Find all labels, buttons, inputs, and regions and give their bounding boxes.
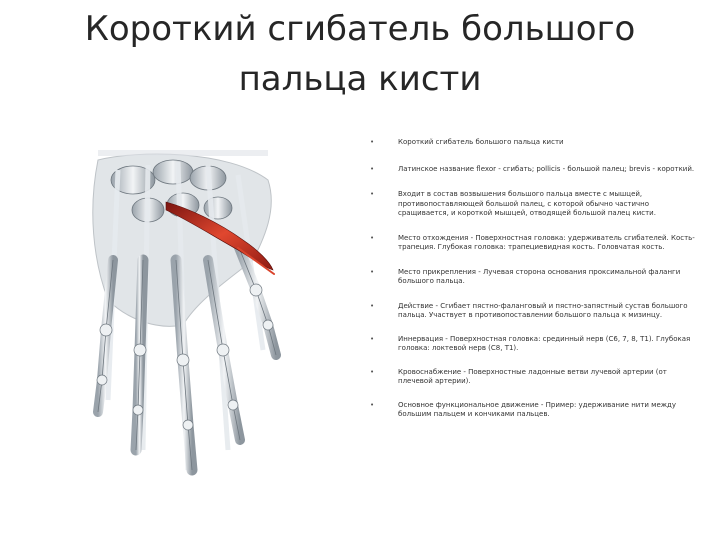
- list-item: • Входит в состав возвышения большого пальца вместе с мышцей, противопоставляющей большой палец, с которой обычно частично сращивается, и короткой мышцей, отводящей большой палец кисти.: [370, 190, 656, 217]
- bullet-icon: •: [370, 138, 375, 146]
- list-item: • Короткий сгибатель большого пальца кисти: [370, 138, 564, 146]
- list-item: • Место отхождения - Поверхностная головка: удерживатель сгибателей. Кость-трапеция. Глубокая головка: трапециевидная кость. Головчатая кость.: [370, 233, 695, 251]
- slide-title: Короткий сгибатель большого пальца кисти: [84, 9, 636, 99]
- list-item: • Иннервация - Поверхностная головка: срединный нерв (C6, 7, 8, T1). Глубокая головка: локтевой нерв (C8, T1).: [370, 334, 691, 352]
- bullet-icon: •: [370, 233, 375, 242]
- bullet-icon: •: [370, 334, 375, 343]
- bullet-icon: •: [370, 190, 375, 198]
- bullet-icon: •: [370, 400, 375, 409]
- bullet-icon: •: [370, 367, 375, 376]
- bullet-icon: •: [370, 267, 375, 276]
- list-item: • Место прикрепления - Лучевая сторона основания проксимальной фаланги большого пальца.: [370, 267, 681, 285]
- list-item: • Действие - Сгибает пястно-фаланговый и пястно-запястный сустав большого пальца. Участвует в противопоставлении большого пальца к мизинцу.: [370, 301, 688, 319]
- list-item: • Кровоснабжение - Поверхностные ладонные ветви лучевой артерии (от плечевой артерии).: [370, 367, 667, 385]
- hand-anatomy-figure: [78, 150, 288, 505]
- bullet-list: [370, 138, 700, 420]
- list-item: • Основное функциональное движение - Пример: удерживание нити между большим пальцем и кончиками пальцев.: [370, 400, 677, 418]
- bullet-icon: •: [370, 301, 375, 310]
- hand-skeleton-icon: [78, 150, 288, 505]
- list-item: • Латинское название flexor - сгибать; pollicis - большой палец; brevis - короткий.: [370, 164, 695, 173]
- bullet-icon: •: [370, 164, 375, 173]
